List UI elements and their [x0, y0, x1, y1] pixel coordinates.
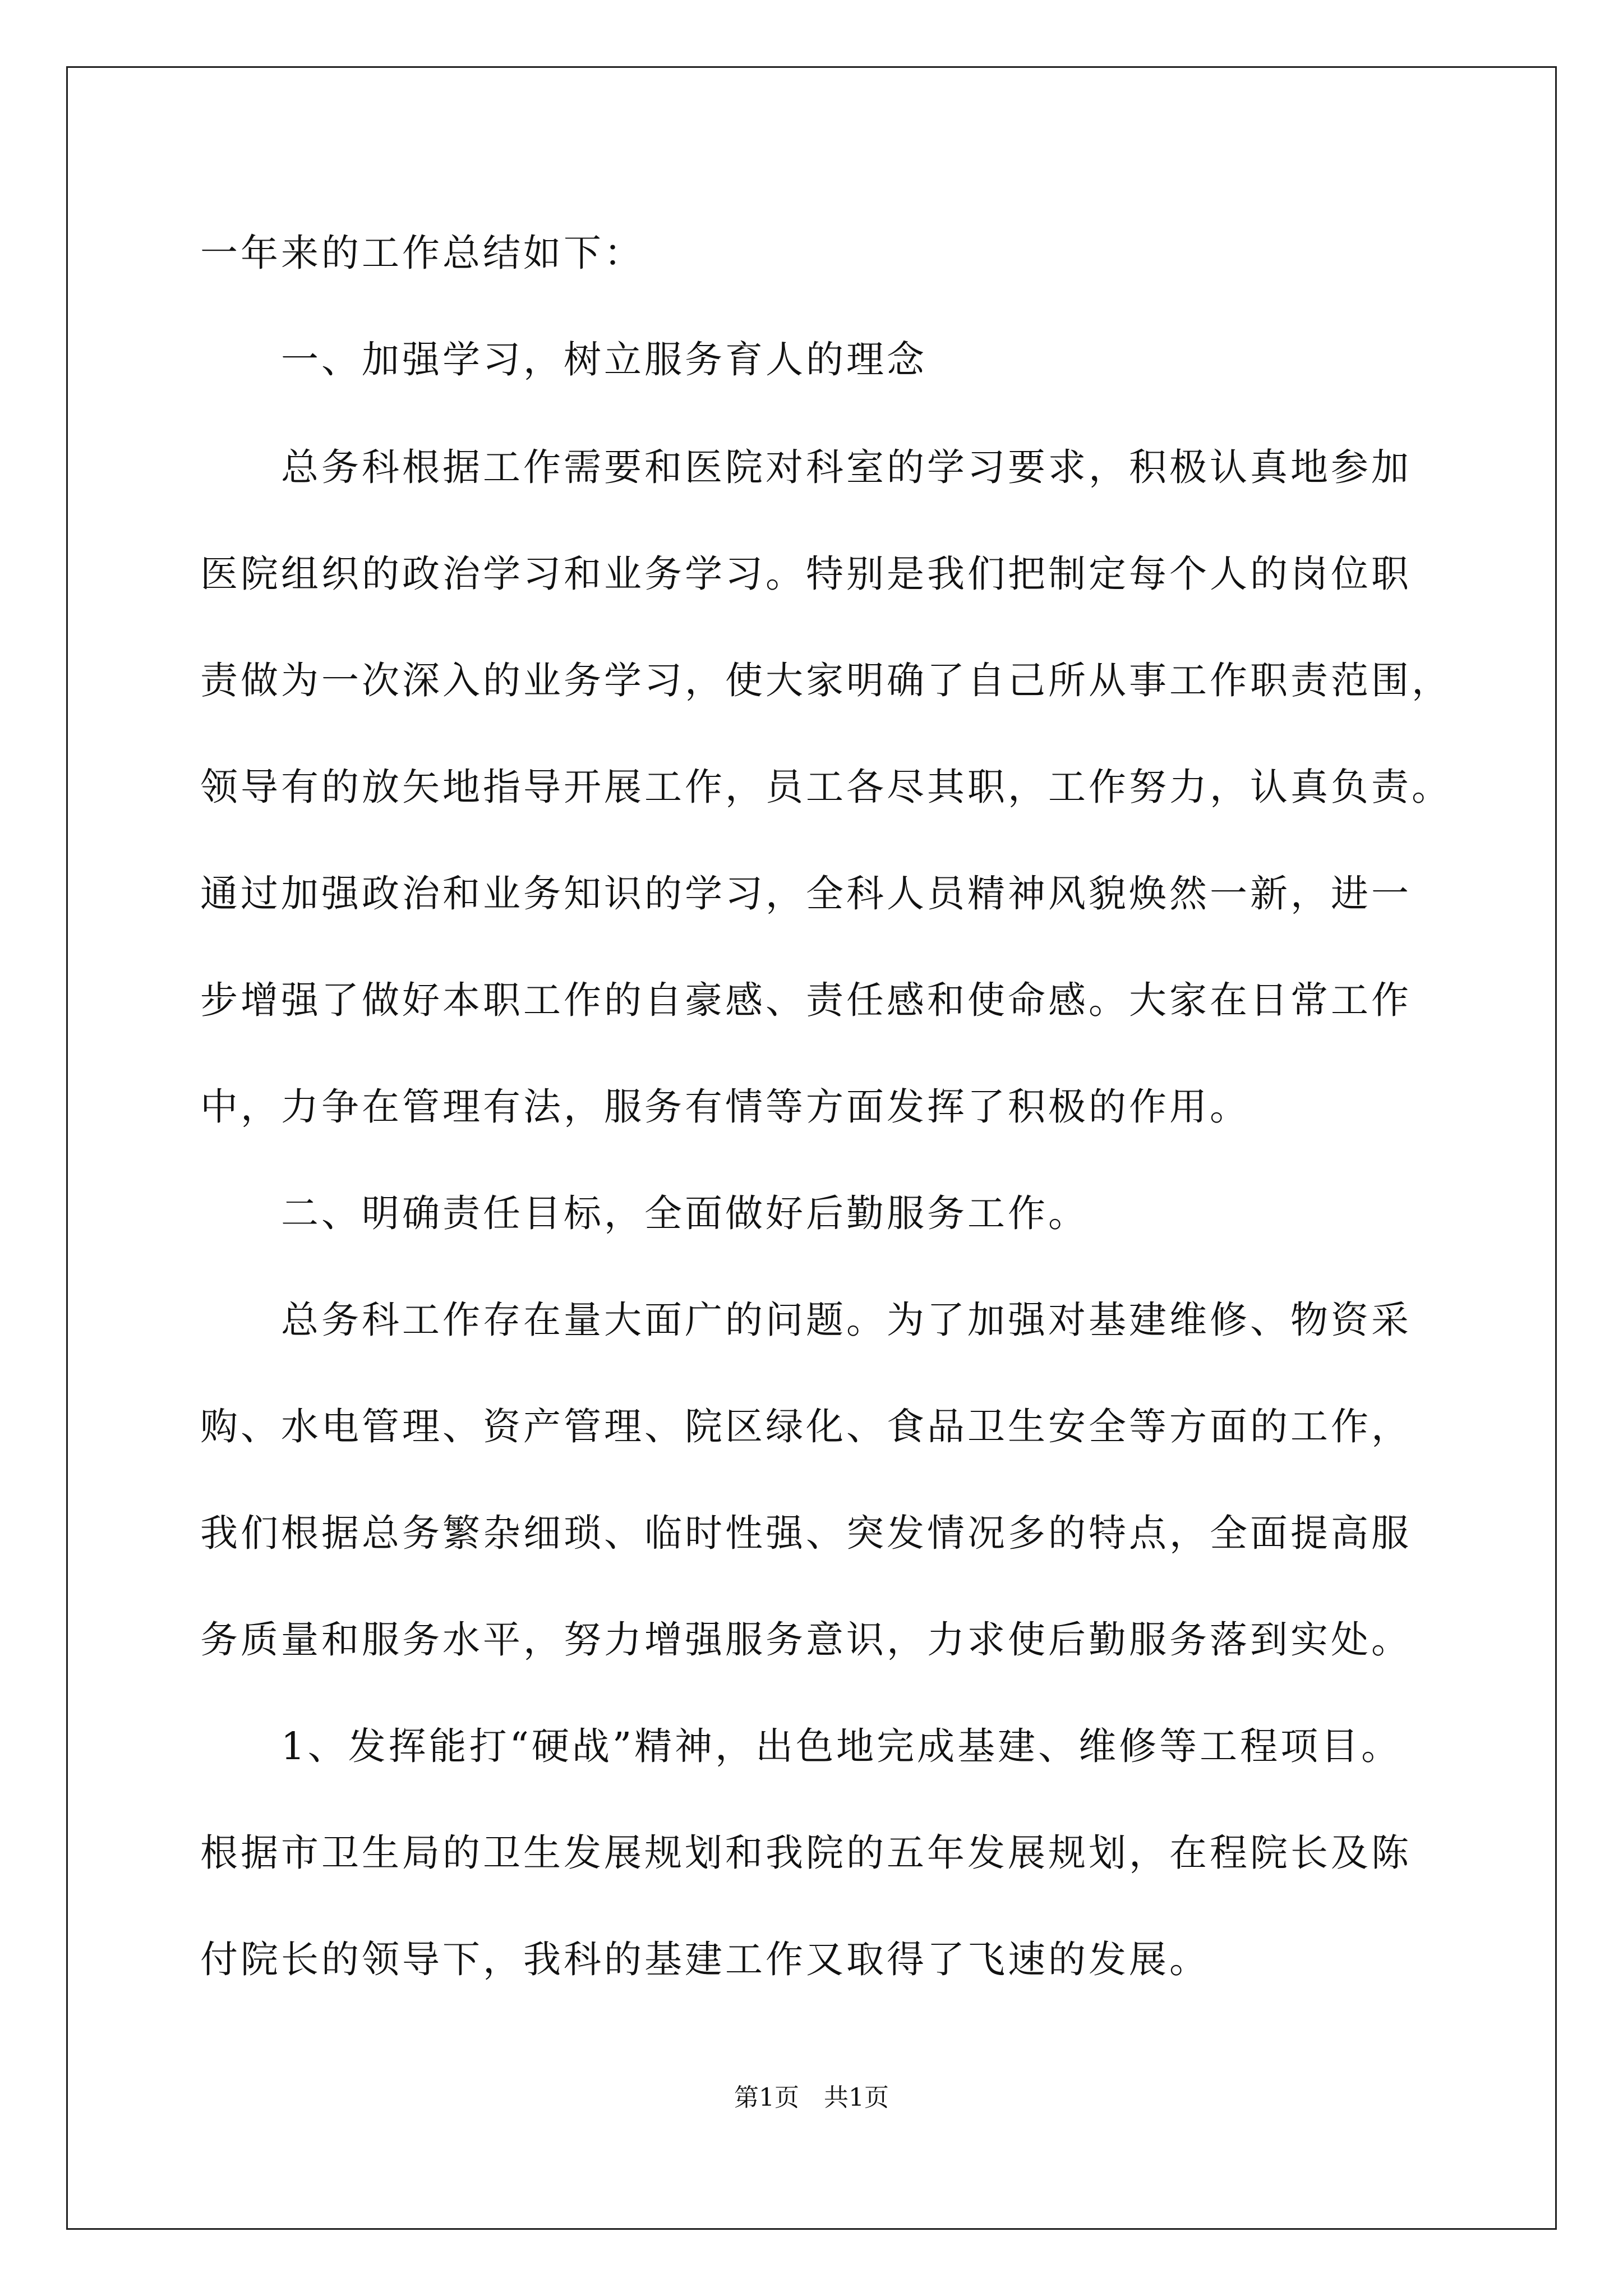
text-line: 步增强了做好本职工作的自豪感、责任感和使命感。大家在日常工作 [200, 978, 1412, 1022]
text-line: 领导有的放矢地指导开展工作，员工各尽其职，工作努力，认真负责。 [200, 765, 1452, 809]
text-line: 一、加强学习，树立服务育人的理念 [200, 338, 927, 381]
text-line: 总务科根据工作需要和医院对科室的学习要求，积极认真地参加 [200, 445, 1412, 489]
text-line: 1、发挥能打“硬战”精神，出色地完成基建、维修等工程项目。 [200, 1724, 1402, 1768]
text-line: 通过加强政治和业务知识的学习，全科人员精神风貌焕然一新，进一 [200, 872, 1412, 915]
text-line: 中，力争在管理有法，服务有情等方面发挥了积极的作用。 [200, 1085, 1250, 1129]
text-line: 二、明确责任目标，全面做好后勤服务工作。 [200, 1191, 1089, 1235]
text-line: 总务科工作存在量大面广的问题。为了加强对基建维修、物资采 [200, 1298, 1412, 1342]
text-line: 一年来的工作总结如下： [200, 231, 644, 275]
text-line: 付院长的领导下，我科的基建工作又取得了飞速的发展。 [200, 1938, 1210, 1981]
text-line: 医院组织的政治学习和业务学习。特别是我们把制定每个人的岗位职 [200, 552, 1412, 596]
text-line: 责做为一次深入的业务学习，使大家明确了自己所从事工作职责范围， [200, 659, 1452, 702]
text-line: 务质量和服务水平，努力增强服务意识，力求使后勤服务落到实处。 [200, 1618, 1412, 1662]
page-border [66, 66, 1557, 2230]
text-line: 购、水电管理、资产管理、院区绿化、食品卫生安全等方面的工作， [200, 1405, 1412, 1448]
text-line: 根据市卫生局的卫生发展规划和我院的五年发展规划，在程院长及陈 [200, 1831, 1412, 1875]
text-line: 我们根据总务繁杂细琐、临时性强、突发情况多的特点，全面提高服 [200, 1511, 1412, 1555]
page-number-footer: 第1页 共1页 [734, 2083, 889, 2112]
